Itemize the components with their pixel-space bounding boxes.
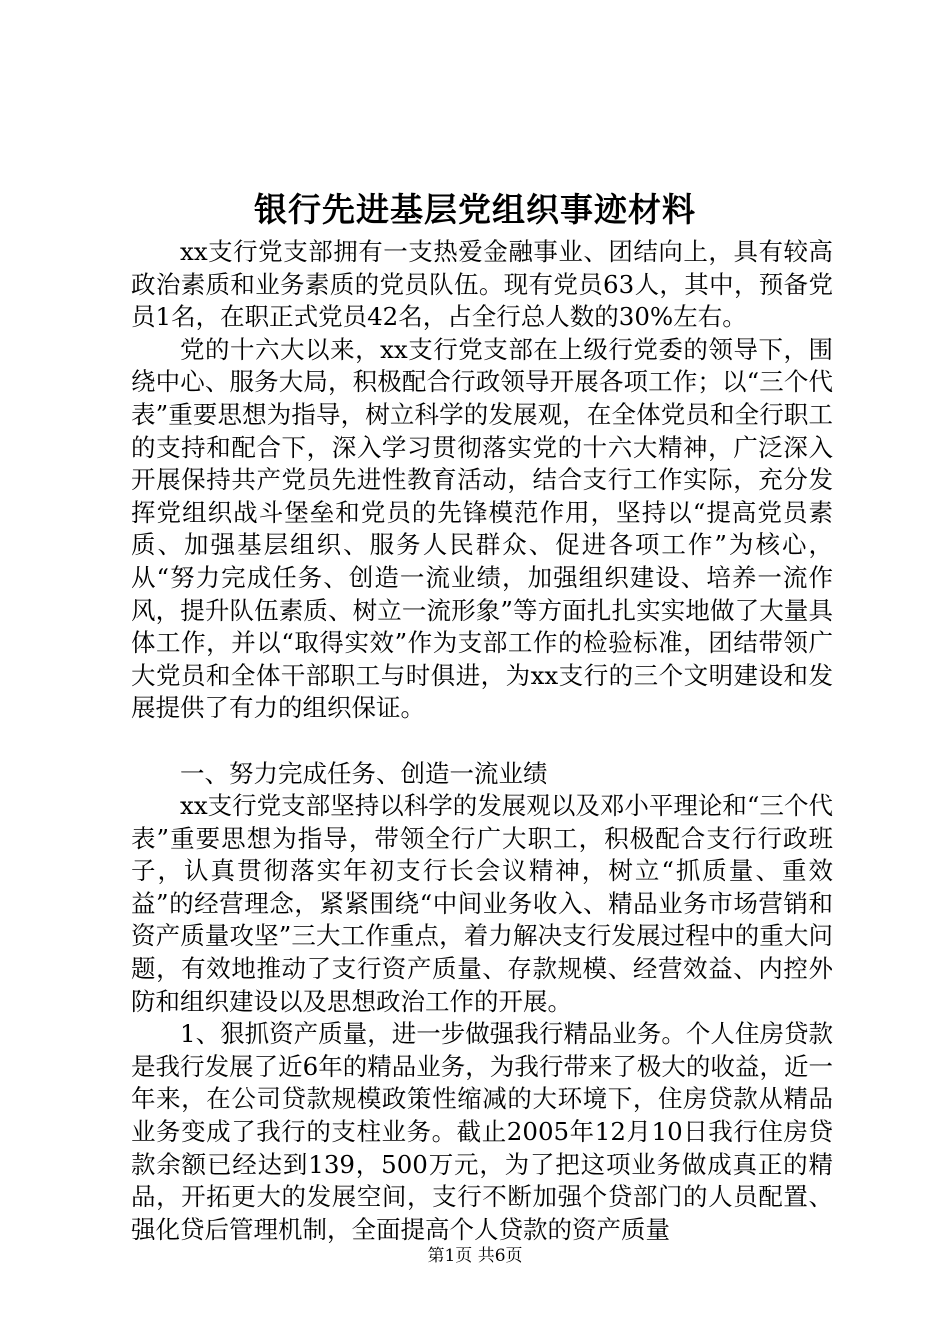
document-body	[131, 236, 833, 1246]
document-title: 银行先进基层党组织事迹材料	[254, 190, 696, 229]
paragraph-intro: xx支行党支部拥有一支热爱金融事业、团结向上，具有较高政治素质和业务素质的党员队伍。现有党员63人，其中，预备党员1名，在职正式党员42名，占全行总人数的30%左右。	[131, 237, 833, 332]
paragraph-section-1: xx支行党支部坚持以科学的发展观以及邓小平理论和“三个代表”重要思想为指导，带领全行广大职工，积极配合支行行政班子，认真贯彻落实年初支行长会议精神，树立“抓质量、重效益”的经营理念，紧紧围绕“中间业务收入、精品业务市场营销和资产质量攻坚”三大工作重点，着力解决支行发展过程中的重大问题，有效地推动了支行资产质量、存款规模、经营效益、内控外防和组织建设以及思想政治工作的开展。	[131, 791, 833, 1016]
paragraph-spacer	[131, 725, 833, 758]
paragraph-overview: 党的十六大以来，xx支行党支部在上级行党委的领导下，围绕中心、服务大局，积极配合行政领导开展各项工作；以“三个代表”重要思想为指导，树立科学的发展观，在全体党员和全行职工的支持和配合下，深入学习贯彻落实党的十六大精神，广泛深入开展保持共产党员先进性教育活动，结合支行工作实际，充分发挥党组织战斗堡垒和党员的先锋模范作用，坚持以“提高党员素质、加强基层组织、服务人民群众、促进各项工作”为核心，从“努力完成任务、创造一流业绩，加强组织建设、培养一流作风，提升队伍素质、树立一流形象”等方面扎扎实实地做了大量具体工作，并以“取得实效”作为支部工作的检验标准，团结带领广大党员和全体干部职工与时俱进，为xx支行的三个文明建设和发展提供了有力的组织保证。	[131, 334, 833, 723]
section-heading-1: 一、努力完成任务、创造一流业绩	[180, 758, 548, 788]
paragraph-item-1: 1、狠抓资产质量，进一步做强我行精品业务。个人住房贷款是我行发展了近6年的精品业务，为我行带来了极大的收益，近一年来，在公司贷款规模政策性缩减的大环境下，住房贷款从精品业务变成了我行的支柱业务。截止2005年12月10日我行住房贷款余额已经达到139，500万元，为了把这项业务做成真正的精品，开拓更大的发展空间，支行不断加强个贷部门的人员配置、强化贷后管理机制，全面提高个人贷款的资产质量	[131, 1019, 833, 1244]
page-number: 第1页 共6页	[427, 1246, 523, 1266]
